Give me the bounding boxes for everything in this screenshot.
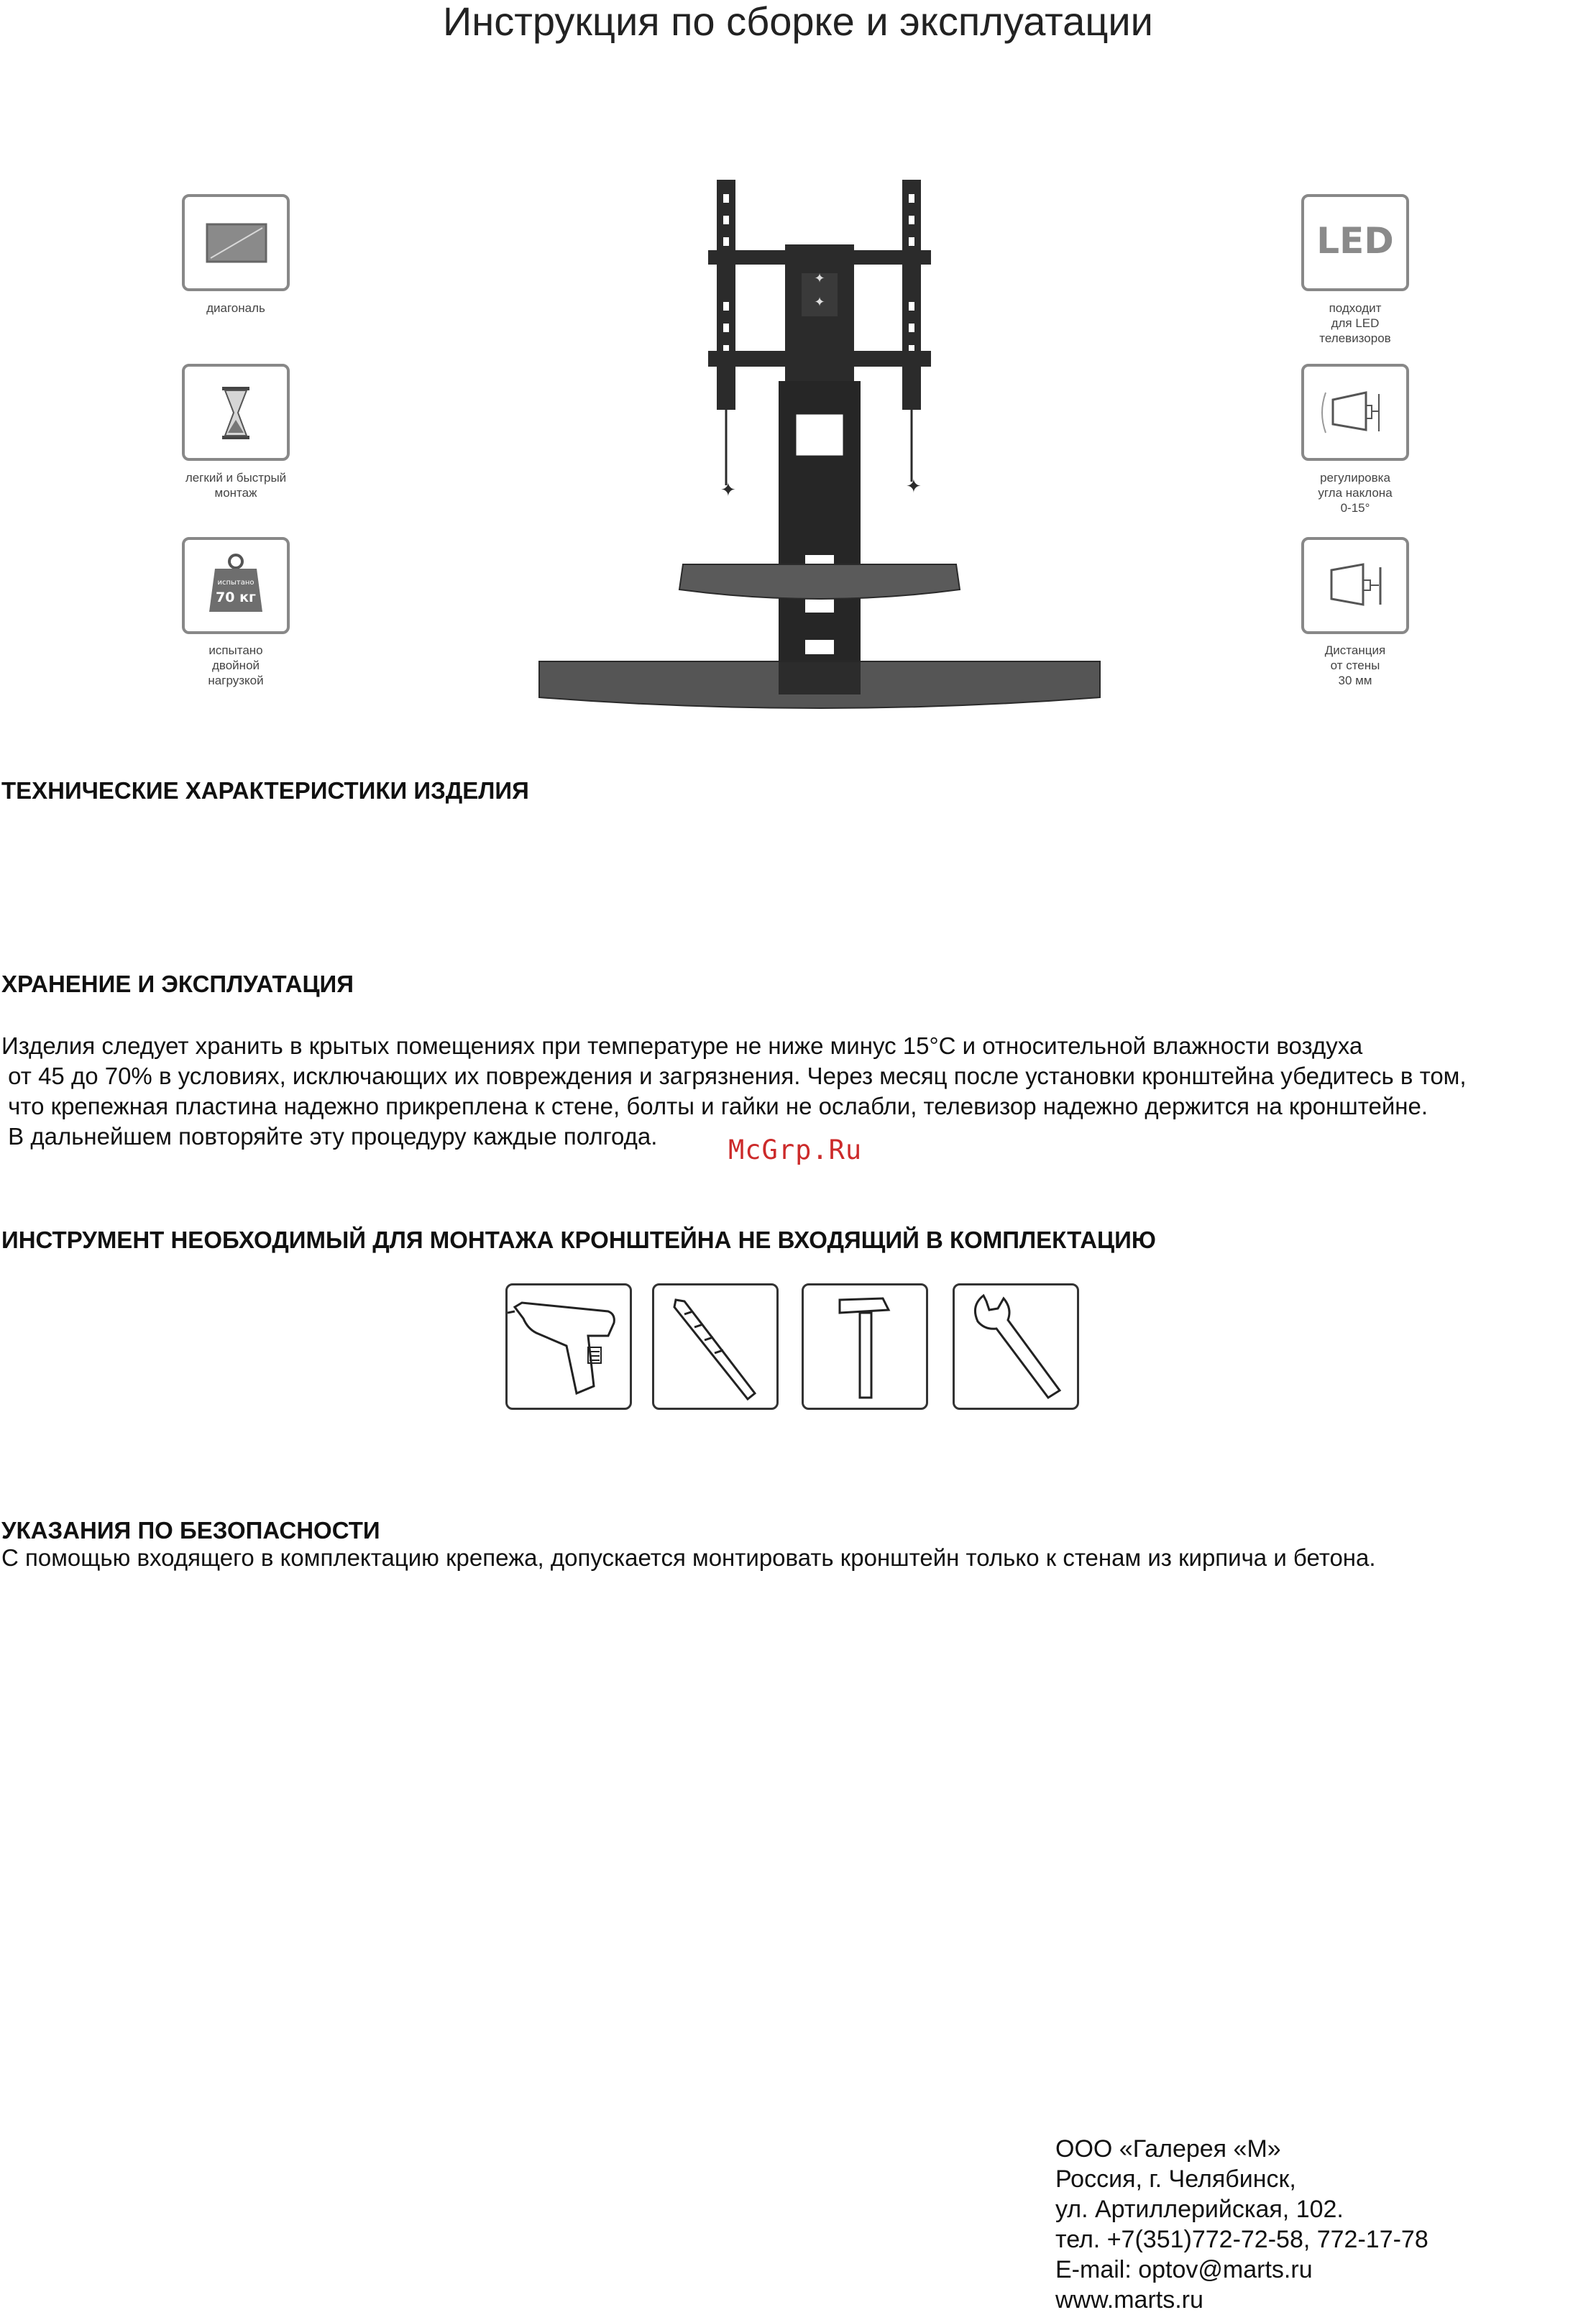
- contact-email: E-mail: optov@marts.ru: [1055, 2256, 1313, 2283]
- watermark: McGrp.Ru: [728, 1134, 863, 1165]
- led-icon: [1301, 194, 1409, 291]
- feature-label-load-tested: испытано двойной нагрузкой: [208, 643, 264, 687]
- tv-stand-illustration: [532, 165, 1122, 719]
- hammer-icon: [802, 1283, 928, 1410]
- drill-bit-icon: [652, 1283, 779, 1410]
- weight-icon-caption: испытано: [217, 579, 254, 587]
- feature-label-wall-distance: Дистанция от стены 30 мм: [1324, 643, 1386, 687]
- contact-phone: тел. +7(351)772-72-58, 772-17-78: [1055, 2226, 1428, 2253]
- weight-icon: [182, 537, 290, 634]
- contact-street: ул. Артиллерийская, 102.: [1055, 2196, 1344, 2223]
- storage-text: [1, 1031, 1467, 1152]
- storage-heading: ХРАНЕНИЕ И ЭКСПЛУАТАЦИЯ: [1, 971, 354, 997]
- svg-text:✦: ✦: [720, 480, 736, 501]
- tech-specs-heading: ТЕХНИЧЕСКИЕ ХАРАКТЕРИСТИКИ ИЗДЕЛИЯ: [1, 777, 529, 804]
- tools-heading: ИНСТРУМЕНТ НЕОБХОДИМЫЙ ДЛЯ МОНТАЖА КРОНШТЕЙНА НЕ ВХОДЯЩИЙ В КОМПЛЕКТАЦИЮ: [1, 1227, 1156, 1253]
- safety-text: С помощью входящего в комплектацию крепежа, допускается монтировать кронштейн только к стенам из кирпича и бетона.: [1, 1544, 1376, 1571]
- diagonal-screen-icon: [182, 194, 290, 291]
- storage-line: от 45 до 70% в условиях, исключающих их повреждения и загрязнения. Через месяц после установки кронштейна убедитесь в том,: [1, 1063, 1467, 1089]
- svg-text:✦: ✦: [814, 271, 825, 286]
- contact-company: ООО «Галерея «М»: [1055, 2135, 1281, 2163]
- drill-icon: [505, 1283, 632, 1410]
- storage-line: В дальнейшем повторяйте эту процедуру каждые полгода.: [1, 1123, 658, 1150]
- feature-label-diagonal: диагональ: [206, 301, 265, 315]
- weight-icon-value: 70 кг: [216, 590, 256, 605]
- contact-city: Россия, г. Челябинск,: [1055, 2165, 1296, 2193]
- wrench-icon: [953, 1283, 1079, 1410]
- page-title: Инструкция по сборке и эксплуатации: [443, 0, 1153, 44]
- led-icon-text: LED: [1316, 220, 1394, 262]
- wall-distance-icon: [1301, 537, 1409, 634]
- contact-website[interactable]: www.marts.ru: [1055, 2286, 1203, 2314]
- feature-label-led: подходит для LED телевизоров: [1319, 301, 1391, 345]
- feature-label-quick-mount: легкий и быстрый монтаж: [185, 471, 287, 500]
- svg-text:✦: ✦: [814, 295, 825, 310]
- safety-heading: УКАЗАНИЯ ПО БЕЗОПАСНОСТИ: [1, 1517, 380, 1544]
- storage-line: Изделия следует хранить в крытых помещениях при температуре не ниже минус 15°С и относительной влажности воздуха: [1, 1032, 1363, 1059]
- hourglass-icon: [182, 364, 290, 461]
- svg-text:✦: ✦: [906, 476, 922, 498]
- storage-line: что крепежная пластина надежно прикреплена к стене, болты и гайки не ослабли, телевизор надежно держится на кронштейне.: [1, 1093, 1428, 1119]
- feature-label-tilt: регулировка угла наклона 0-15°: [1318, 471, 1393, 515]
- tilt-angle-icon: [1301, 364, 1409, 461]
- contacts-block: [1055, 2134, 1428, 2315]
